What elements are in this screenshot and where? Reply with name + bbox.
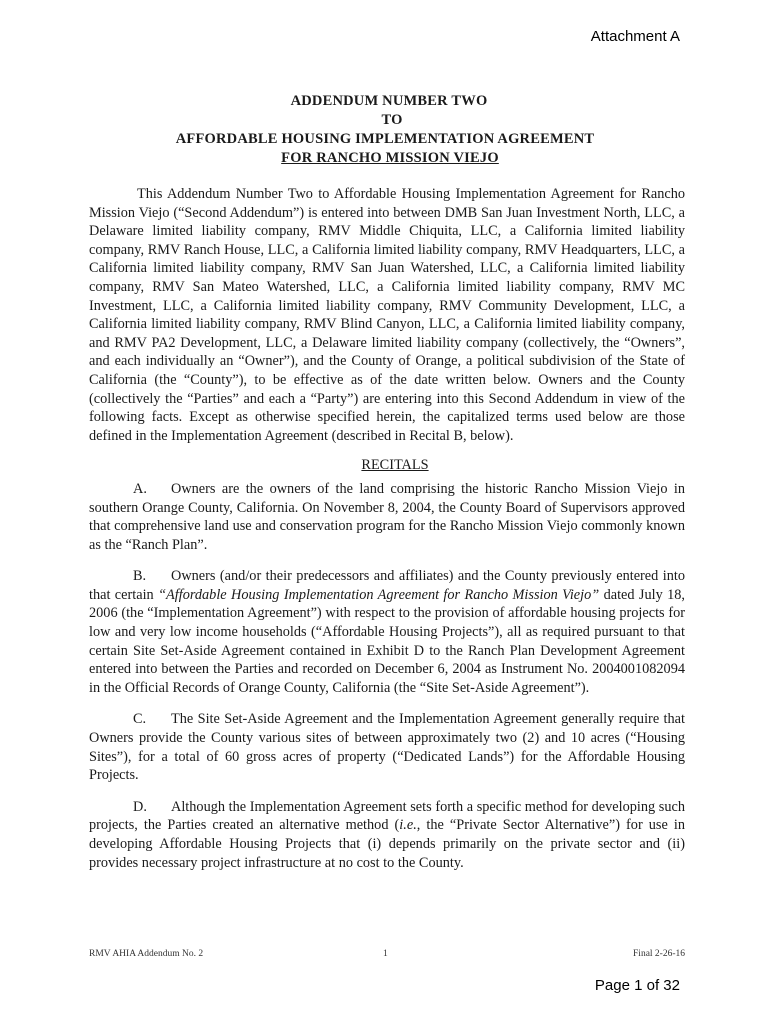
recital-b [89,567,685,697]
recital-c-text: The Site Set-Aside Agreement and the Implementation Agreement generally require that Owners provide the County various sites of between approximately two (2) and 10 acres (“Housing Sites”), for a total of 60 gross acres of property (“Dedicated Lands”) for the Affordable Housing Projects. [89,711,685,784]
footer-version: Final 2-26-16 [633,949,685,959]
title-line-2: TO [381,112,403,128]
title-line-4: FOR RANCHO MISSION VIEJO [281,150,499,166]
recital-a-text: Owners are the owners of the land comprising the historic Rancho Mission Viejo in southern Orange County, California. On November 8, 2004, the County Board of Supervisors approved that comprehensive land use and conservation program for the Rancho Mission Viejo commonly known as the “Ranch Plan”. [89,480,685,553]
title-line-1: ADDENDUM NUMBER TWO [290,93,488,109]
title-line-3: AFFORDABLE HOUSING IMPLEMENTATION AGREEMENT [175,131,595,147]
recital-b-text-after: dated July 18, 2006 (the “Implementation Agreement”) with respect to the provision of affordable housing projects for low and very low income households (“Affordable Housing Projects”), all as required pursuant to that certain Site Set-Aside Agreement contained in Exhibit D to the Ranch Plan Development Agreement entered into between the Parties and recorded on December 6, 2004 as Instrument No. 2004001082094 in the Official Records of Orange County, California (the “Site Set-Aside Agreement”). [89,586,685,696]
recital-d-letter: D. [133,798,147,815]
footer-page-number: 1 [383,949,388,959]
recital-b-letter: B. [133,568,147,585]
page-count-label: Page 1 of 32 [594,977,680,994]
document-title [0,92,770,168]
recital-d [89,798,685,872]
attachment-label: Attachment A [590,28,680,45]
footer-document-name: RMV AHIA Addendum No. 2 [89,949,204,959]
recital-d-text-before: Although the Implementation Agreement sets forth a specific method for developing such projects, the Parties created an alternative method ( [89,798,685,834]
recital-b-text-before: Owners (and/or their predecessors and affiliates) and the County previously entered into that certain [89,568,685,603]
recital-a-letter: A. [133,480,147,497]
recital-d-italic: i.e. [399,817,417,834]
recital-c [89,710,685,784]
recital-c-letter: C. [133,711,147,728]
recitals-heading: RECITALS [361,457,429,474]
document-body [89,185,685,872]
recital-b-italic: “Affordable Housing Implementation Agreement for Rancho Mission Viejo” [158,586,600,603]
recital-a [89,480,685,554]
intro-paragraph: This Addendum Number Two to Affordable Housing Implementation Agreement for Rancho Mission Viejo (“Second Addendum”) is entered into between DMB San Juan Investment North, LLC, a Delaware limited liability company, RMV Middle Chiquita, LLC, a California limited liability company, RMV Ranch House, LLC, a California limited liability company, RMV Headquarters, LLC, a California limited liability company, RMV San Juan Watershed, LLC, a California limited liability company, RMV San Mateo Watershed, LLC, a California limited liability company, RMV MC Investment, LLC, a California limited liability company, RMV Community Development, LLC, a California limited liability company, RMV Blind Canyon, LLC, a California limited liability company, and RMV PA2 Development, LLC, a Delaware limited liability company (collectively, the “Owners”, and each individually an “Owner”), and the County of Orange, a political subdivision of the State of California (the “County”), to be effective as of the date written below. Owners and the County (collectively the “Parties” and each a “Party”) are entering into this Second Addendum in view of the following facts. Except as otherwise specified herein, the capitalized terms used below are those defined in the Implementation Agreement (described in Recital B, below). [89,186,685,444]
recital-d-text-after: , the “Private Sector Alternative”) for use in developing Affordable Housing Projects that (i) depends primarily on the private sector and (ii) provides necessary project infrastructure at no cost to the County. [89,817,685,871]
